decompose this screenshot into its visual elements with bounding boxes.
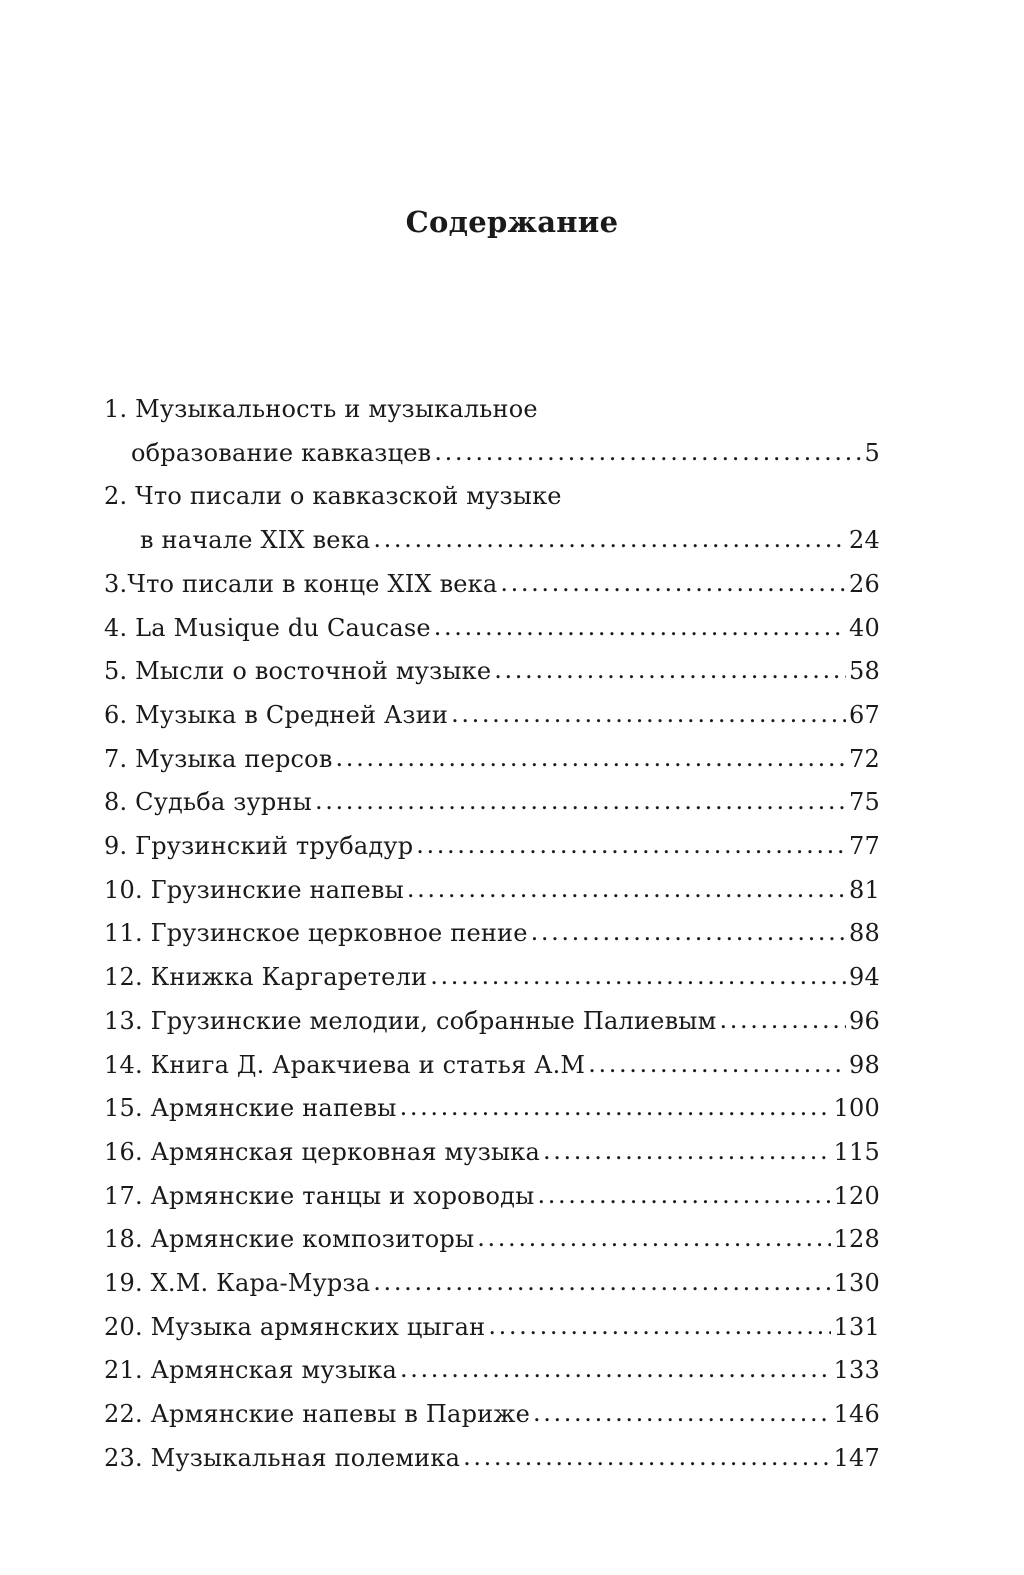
toc-entry-number: 17. <box>104 1181 143 1210</box>
toc-entry-5[interactable] <box>104 650 880 694</box>
toc-entry-page: 26 <box>849 569 880 598</box>
toc-entry-page: 128 <box>833 1225 880 1254</box>
toc-entry-3[interactable] <box>104 563 880 607</box>
dot-leader <box>537 1174 830 1218</box>
toc-entry-title: Музыка персов <box>135 744 333 773</box>
dot-leader <box>477 1217 830 1261</box>
toc-entry-15[interactable] <box>104 1087 880 1131</box>
dot-leader <box>430 955 846 999</box>
toc-entry-number: 6. <box>104 700 128 729</box>
toc-entry-page: 96 <box>849 1006 880 1035</box>
toc-entry-10[interactable] <box>104 869 880 913</box>
toc-entry-number: 23. <box>104 1443 143 1472</box>
toc-entry-title: Грузинские мелодии, собранные Палиевым <box>150 1006 717 1035</box>
toc-entry-12[interactable] <box>104 956 880 1000</box>
toc-entry-page: 77 <box>849 832 880 861</box>
toc-entry-page: 67 <box>849 700 880 729</box>
toc-entry-page: 146 <box>833 1400 880 1429</box>
toc-entry-page: 133 <box>833 1356 880 1385</box>
toc-entry-page: 24 <box>849 526 880 555</box>
toc-entry-number: 3. <box>104 569 128 598</box>
toc-entry-13[interactable] <box>104 1000 880 1044</box>
toc-entry-number: 5. <box>104 657 128 686</box>
dot-leader <box>336 737 847 781</box>
dot-leader <box>407 868 846 912</box>
toc-entry-18[interactable] <box>104 1218 880 1262</box>
toc-entry-page: 58 <box>849 657 880 686</box>
toc-entry-title: Книга Д. Аракчиева и статья А.М <box>150 1050 586 1079</box>
toc-entry-title-continued: в начале XIX века <box>140 526 371 555</box>
toc-entry-number: 11. <box>104 919 143 948</box>
toc-entry-page: 81 <box>849 875 880 904</box>
toc-entry-title: Армянские композиторы <box>150 1225 475 1254</box>
toc-entry-title: Мысли о восточной музыке <box>135 657 492 686</box>
toc-entry-title: Х.М. Кара-Мурза <box>150 1269 371 1298</box>
toc-entry-page: 130 <box>833 1269 880 1298</box>
toc-entry-title: Армянские напевы <box>150 1094 397 1123</box>
toc-entry-title: Музыка армянских цыган <box>150 1312 486 1341</box>
toc-entry-page: 40 <box>849 613 880 642</box>
dot-leader <box>588 1043 846 1087</box>
toc-entry-4[interactable] <box>104 607 880 651</box>
toc-entry-number: 14. <box>104 1050 143 1079</box>
page-title: Содержание <box>405 205 619 239</box>
toc-entry-title: Грузинский трубадур <box>135 832 414 861</box>
toc-entry-number: 9. <box>104 832 128 861</box>
toc-entry-title: Армянские напевы в Париже <box>150 1400 531 1429</box>
toc-entry-11[interactable] <box>104 912 880 956</box>
toc-entry-number: 18. <box>104 1225 143 1254</box>
dot-leader <box>315 780 846 824</box>
toc-entry-17[interactable] <box>104 1175 880 1219</box>
toc-entry-2[interactable] <box>104 475 880 562</box>
toc-entry-page: 115 <box>833 1137 880 1166</box>
toc-entry-21[interactable] <box>104 1349 880 1393</box>
toc-entry-page: 5 <box>864 438 880 467</box>
dot-leader <box>373 518 846 562</box>
table-of-contents <box>104 388 880 1481</box>
toc-entry-number: 2. <box>104 482 128 511</box>
toc-entry-title: Грузинское церковное пение <box>150 919 528 948</box>
dot-leader <box>434 606 846 650</box>
toc-entry-number: 16. <box>104 1137 143 1166</box>
toc-entry-page: 100 <box>833 1094 880 1123</box>
toc-entry-title-continued: образование кавказцев <box>131 438 432 467</box>
toc-entry-7[interactable] <box>104 738 880 782</box>
dot-leader <box>434 431 861 475</box>
toc-entry-23[interactable] <box>104 1437 880 1481</box>
toc-entry-title: La Musique du Caucase <box>135 613 431 642</box>
toc-entry-title: Армянские танцы и хороводы <box>150 1181 535 1210</box>
toc-entry-number: 7. <box>104 744 128 773</box>
toc-entry-number: 22. <box>104 1400 143 1429</box>
toc-entry-title: Музыкальная полемика <box>150 1443 461 1472</box>
toc-entry-number: 10. <box>104 875 143 904</box>
toc-entry-page: 75 <box>849 788 880 817</box>
dot-leader <box>533 1392 831 1436</box>
dot-leader <box>451 693 846 737</box>
toc-entry-title: Грузинские напевы <box>150 875 404 904</box>
toc-entry-number: 20. <box>104 1312 143 1341</box>
toc-entry-19[interactable] <box>104 1262 880 1306</box>
toc-entry-14[interactable] <box>104 1044 880 1088</box>
toc-entry-page: 88 <box>849 919 880 948</box>
toc-entry-title: Армянская церковная музыка <box>150 1137 541 1166</box>
dot-leader <box>416 824 846 868</box>
toc-entry-1[interactable] <box>104 388 880 475</box>
toc-entry-number: 8. <box>104 788 128 817</box>
dot-leader <box>500 562 846 606</box>
toc-entry-8[interactable] <box>104 781 880 825</box>
toc-entry-page: 94 <box>849 963 880 992</box>
toc-entry-number: 12. <box>104 963 143 992</box>
toc-entry-title: Музыкальность и музыкальное <box>135 395 538 423</box>
toc-entry-title: Судьба зурны <box>135 788 312 817</box>
toc-entry-page: 98 <box>849 1050 880 1079</box>
dot-leader <box>400 1348 831 1392</box>
toc-entry-title: Музыка в Средней Азии <box>135 700 449 729</box>
toc-entry-number: 19. <box>104 1269 143 1298</box>
dot-leader <box>543 1130 831 1174</box>
dot-leader <box>531 911 846 955</box>
toc-entry-number: 21. <box>104 1356 143 1385</box>
toc-entry-20[interactable] <box>104 1306 880 1350</box>
dot-leader <box>719 999 846 1043</box>
toc-entry-number: 13. <box>104 1006 143 1035</box>
dot-leader <box>463 1436 831 1480</box>
toc-entry-number: 15. <box>104 1094 143 1123</box>
dot-leader <box>494 649 846 693</box>
toc-entry-title: Что писали в конце XIX века <box>127 569 498 598</box>
toc-entry-page: 120 <box>833 1181 880 1210</box>
dot-leader <box>400 1086 831 1130</box>
toc-entry-22[interactable] <box>104 1393 880 1437</box>
toc-entry-6[interactable] <box>104 694 880 738</box>
toc-entry-page: 131 <box>833 1312 880 1341</box>
toc-entry-16[interactable] <box>104 1131 880 1175</box>
toc-entry-number: 4. <box>104 613 128 642</box>
dot-leader <box>373 1261 830 1305</box>
dot-leader <box>488 1305 830 1349</box>
toc-entry-title: Книжка Каргаретели <box>150 963 428 992</box>
toc-entry-page: 147 <box>833 1443 880 1472</box>
toc-entry-title: Армянская музыка <box>150 1356 397 1385</box>
toc-entry-title: Что писали о кавказской музыке <box>135 482 562 511</box>
toc-entry-number: 1. <box>104 395 128 423</box>
toc-entry-9[interactable] <box>104 825 880 869</box>
toc-entry-page: 72 <box>849 744 880 773</box>
